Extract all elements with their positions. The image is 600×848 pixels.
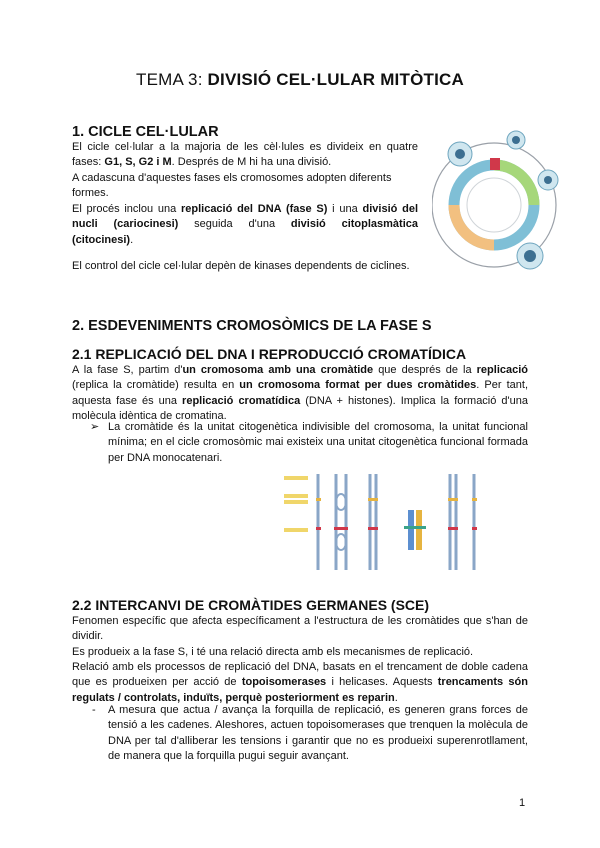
chromatid-replication-figure <box>284 470 496 580</box>
section-1-heading: 1. CICLE CEL·LULAR <box>72 124 219 140</box>
s22-paragraph-3: Relació amb els processos de replicació del DNA, basats en el trencament de doble cadena que es produeixen per acció de topoisomerases i helicases. Aquests trencaments són regulats / controlats, induïts, perquè posteriorment es reparin. <box>72 661 528 704</box>
s22-paragraph-1: Fenomen específic que afecta específicament a l'estructura de les cromàtides que s'han de dividir. <box>72 615 528 643</box>
page-title: TEMA 3: DIVISIÓ CEL·LULAR MITÒTICA <box>136 70 464 89</box>
s22-dash-item: A mesura que actua / avança la forquilla de replicació, es generen grans forces de tensió a les cadenes. Aleshores, actuen topoisomerases que trenquen la molècula de DNA per tal d'alliberar les tensions i garantir que no es produeixi superenrotllament, de manera que la forquilla pugui seguir avançant. <box>108 704 528 763</box>
s21-paragraph-1: A la fase S, partim d'un cromosoma amb una cromàtide que després de la replicació (replica la cromàtide) resulta en un cromosoma format per dues cromàtides. Per tant, aquesta fase és una replicació cromatídica (DNA + histones). Implica la formació d'una molècula idèntica de cromatina. <box>72 364 529 423</box>
section-2-heading: 2. ESDEVENIMENTS CROMOSÒMICS DE LA FASE S <box>72 318 432 334</box>
m-phase-marker <box>490 158 500 170</box>
s1-paragraph-4: El control del cicle cel·lular depèn de kinases dependents de ciclines. <box>72 260 410 272</box>
section-2-2-heading: 2.2 INTERCANVI DE CROMÀTIDES GERMANES (SCE) <box>72 597 430 613</box>
s1-paragraph-3: El procés inclou una replicació del DNA (fase S) i una divisió del nucli (cariocinesi) seguida d'una divisió citoplasmàtica (citocinesi). <box>72 203 419 246</box>
s21-bullet-1: La cromàtide és la unitat citogenètica indivisible del cromosoma, la unitat funcional mínima; en el cicle cromosòmic mai existeix una unitat citogenètica funcional formada per DNA monocatenari. <box>108 421 528 464</box>
s1-paragraph-1: El cicle cel·lular a la majoria de les cèl·lules es divideix en quatre fases: G1, S, G2 i M. Després de M hi ha una divisió. <box>72 141 418 169</box>
s1-paragraph-2: A cadascuna d'aquestes fases els cromosomes adopten diferents formes. <box>72 172 392 200</box>
dash-bullet: - <box>92 704 96 716</box>
section-2-1-heading: 2.1 REPLICACIÓ DEL DNA I REPRODUCCIÓ CROMATÍDICA <box>72 346 467 362</box>
s22-paragraph-2: Es produeix a la fase S, i té una relació directa amb els mecanismes de replicació. <box>72 646 474 658</box>
bullet-arrow: ➢ <box>90 421 100 433</box>
cell-cycle-figure <box>432 120 562 290</box>
page-number: 1 <box>519 797 526 809</box>
